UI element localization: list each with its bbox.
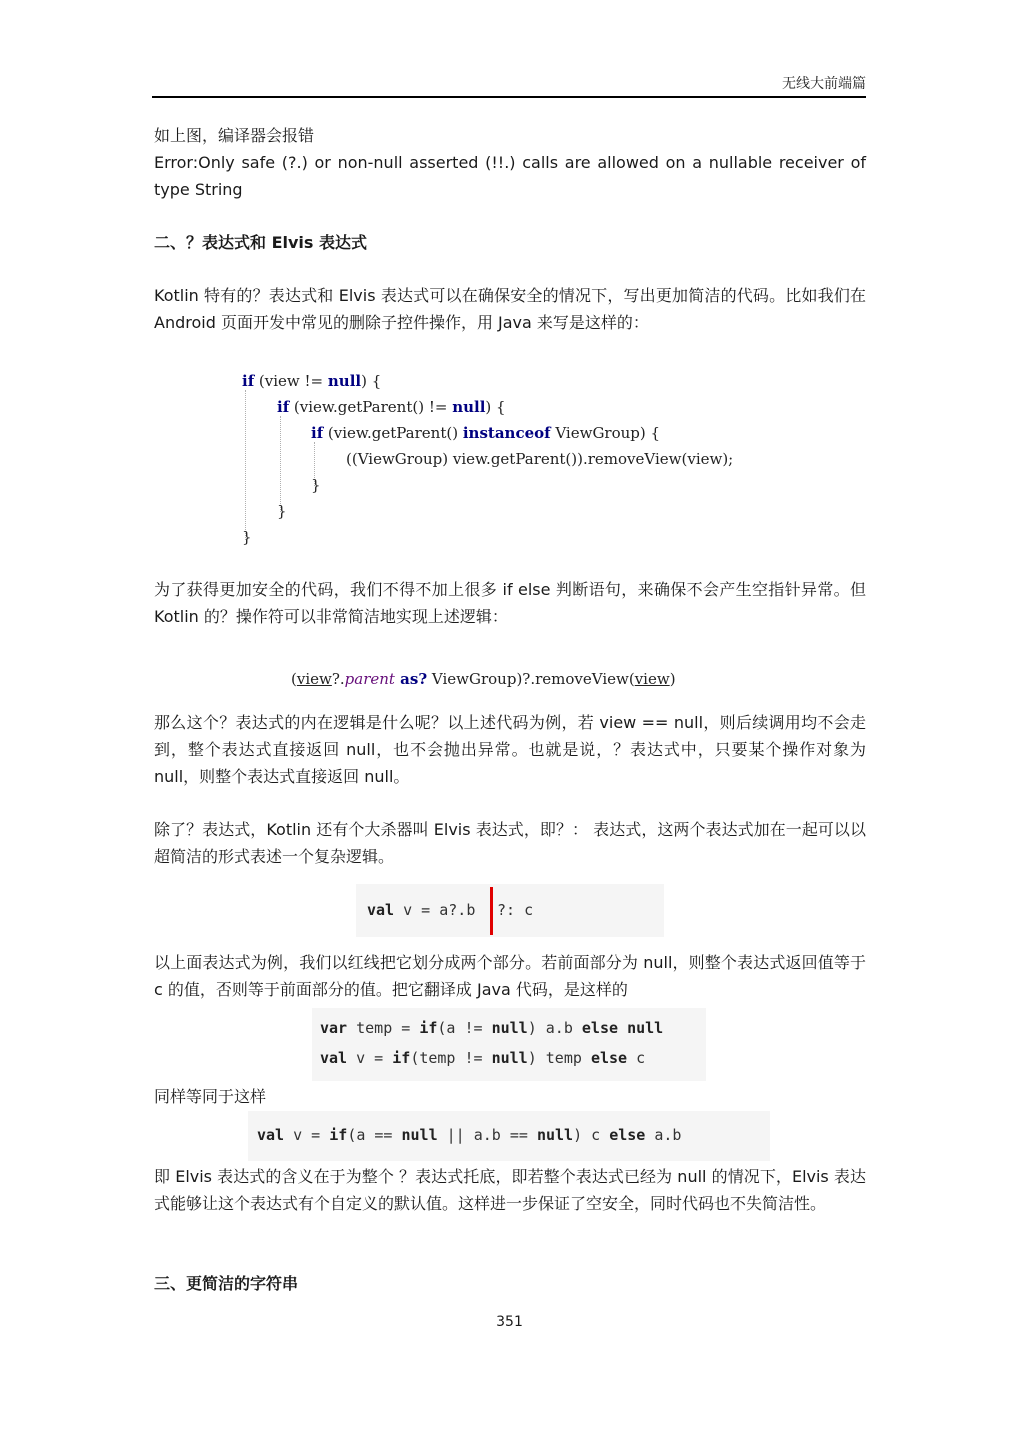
code-line: if (view.getParent() instanceof ViewGroup) { (311, 424, 661, 442)
header-title: 无线大前端篇 (782, 76, 866, 92)
paragraph-elvis-meaning: 即 Elvis 表达式的含义在于为整个 ？表达式托底，即若整个表达式已经为 null 的情况下，Elvis 表达式能够让这个表达式有个自定义的默认值。这样进一步保证了空安全，同时代码也不失简洁性。 (154, 1167, 866, 1213)
code-line: val v = if(a == null || a.b == null) c else a.b (257, 1126, 682, 1144)
code-line: } (242, 528, 252, 546)
code-line: ((ViewGroup) view.getParent()).removeView(view); (346, 450, 734, 468)
equivalent-code-image (248, 1111, 770, 1161)
paragraph-safe-call-logic: 那么这个？表达式的内在逻辑是什么呢？以上述代码为例，若 view == null，则后续调用均不会走到，整个表达式直接返回 null，也不会抛出异常。也就是说，？表达式中，只要某个操作对象为 null，则整个表达式直接返回 null。 (154, 713, 866, 786)
paragraph-compiler-error: 如上图，编译器会报错 (154, 126, 315, 145)
elvis-code-image (356, 884, 664, 937)
page-header (152, 70, 866, 98)
paragraph-if-else: 为了获得更加安全的代码，我们不得不加上很多 if else 判断语句，来确保不会产生空指针异常。但 Kotlin 的？操作符可以非常简洁地实现上述逻辑： (154, 580, 866, 626)
section-heading-elvis: 二、？表达式和 Elvis 表达式 (154, 233, 367, 252)
paragraph-same-as: 同样等同于这样 (154, 1087, 267, 1106)
page-number: 351 (496, 1314, 523, 1330)
code-line: } (311, 476, 321, 494)
paragraph-elvis-intro: 除了？表达式，Kotlin 还有个大杀器叫 Elvis 表达式，即？： 表达式，这两个表达式加在一起可以以超简洁的形式表述一个复杂逻辑。 (154, 820, 866, 866)
code-line: if (view.getParent() != null) { (277, 398, 506, 416)
indent-guide (280, 416, 281, 512)
section-heading-strings: 三、更简洁的字符串 (154, 1274, 299, 1293)
code-line: var temp = if(a != null) a.b else null (320, 1019, 664, 1037)
code-right-part: ?: c (497, 901, 534, 919)
kotlin-code-image: (view?.parent as? ViewGroup)?.removeView(view) (291, 670, 676, 688)
code-line: if (view != null) { (242, 372, 382, 390)
java-code-image (242, 368, 782, 550)
java-elvis-code-image (312, 1008, 706, 1081)
paragraph-error-message: Error:Only safe (?.) or non-null asserted (!!.) calls are allowed on a nullable receiver of type String (154, 153, 866, 199)
indent-guide (245, 390, 246, 540)
code-line: val v = if(temp != null) temp else c (320, 1049, 646, 1067)
code-left-part: val v = a?.b (367, 901, 476, 919)
paragraph-intro: Kotlin 特有的？表达式和 Elvis 表达式可以在确保安全的情况下，写出更加简洁的代码。比如我们在 Android 页面开发中常见的删除子控件操作，用 Java 来写是这样的： (154, 286, 866, 332)
code-line: } (277, 502, 287, 520)
red-divider-line (490, 887, 493, 935)
paragraph-elvis-explain: 以上面表达式为例，我们以红线把它划分成两个部分。若前面部分为 null，则整个表达式返回值等于 c 的值，否则等于前面部分的值。把它翻译成 Java 代码，是这样的 (154, 953, 866, 999)
